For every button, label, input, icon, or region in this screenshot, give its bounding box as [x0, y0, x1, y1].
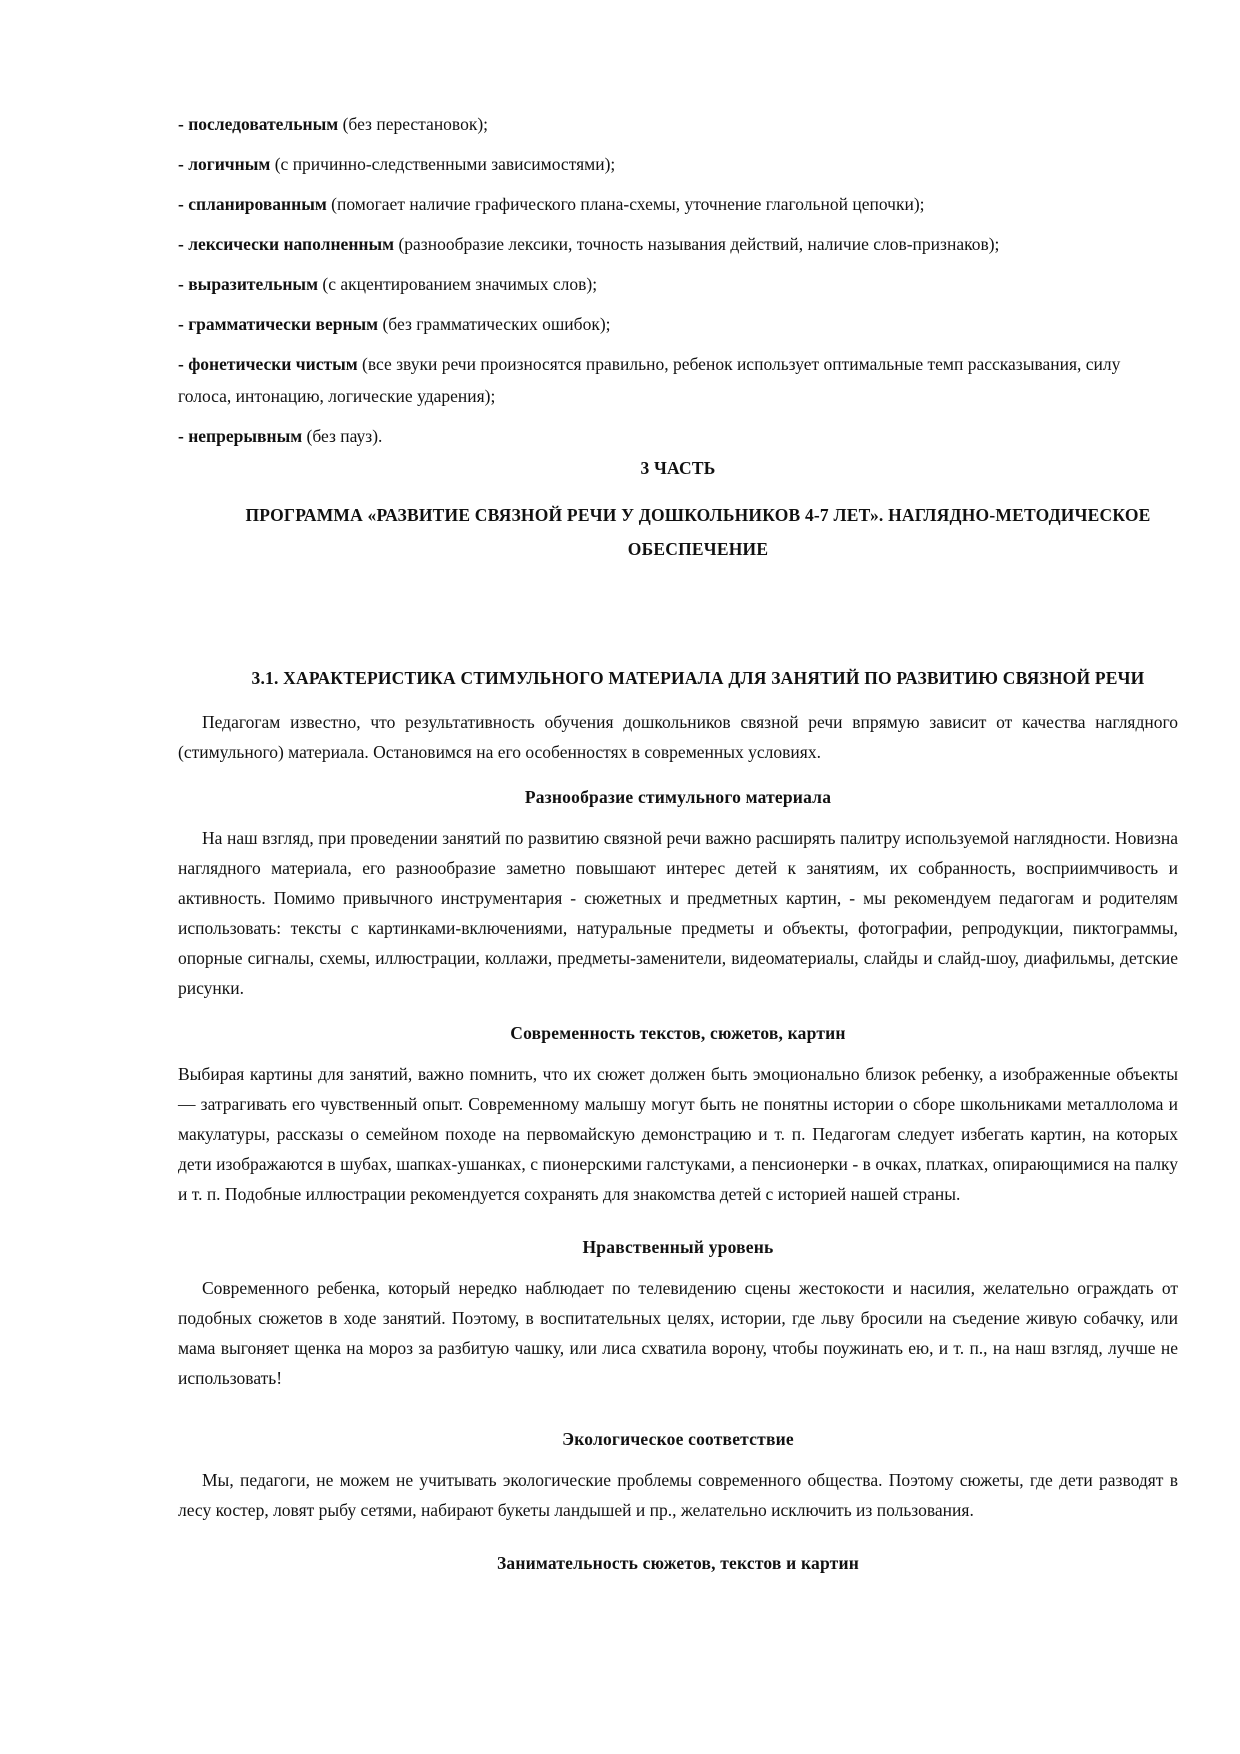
subsection-heading: Современность текстов, сюжетов, картин [510, 1023, 846, 1043]
criterion-item [178, 420, 1178, 452]
criterion-desc: (с акцентированием значимых слов); [318, 274, 598, 294]
criterion-term: - лексически наполненным [178, 234, 395, 254]
program-title: ПРОГРАММА «РАЗВИТИЕ СВЯЗНОЙ РЕЧИ У ДОШКОЛЬНИКОВ 4-7 ЛЕТ». НАГЛЯДНО-МЕТОДИЧЕСКОЕ ОБЕСПЕЧЕНИЕ [245, 505, 1151, 559]
criterion-term: - непрерывным [178, 426, 303, 446]
subsection-paragraph: На наш взгляд, при проведении занятий по развитию связной речи важно расширять палитру используемой наглядности. Новизна наглядного материала, его разнообразие заметно повышают интерес детей к занятиям, их собранность, восприимчивость и активность. Помимо привычного инструментария - сюжетных и предметных картин, - мы рекомендуем педагогам и родителям использовать: тексты с картинками-включениями, натуральные предметы и объекты, фотографии, репродукции, пиктограммы, опорные сигналы, схемы, иллюстрации, коллажи, предметы-заменители, видеоматериалы, слайды и слайд-шоу, диафильмы, детские рисунки. [178, 828, 1178, 998]
subsection-heading: Разнообразие стимульного материала [524, 787, 832, 807]
criterion-desc: (все звуки речи произносятся правильно, ребенок использует оптимальные темп рассказывания, силу голоса, интонацию, логические ударения); [178, 354, 1121, 406]
criterion-item [178, 228, 1178, 260]
subsection-heading: Нравственный уровень [582, 1237, 774, 1257]
section-title: 3.1. ХАРАКТЕРИСТИКА СТИМУЛЬНОГО МАТЕРИАЛА ДЛЯ ЗАНЯТИЙ ПО РАЗВИТИЮ СВЯЗНОЙ РЕЧИ [251, 668, 1145, 688]
subsection-heading: Экологическое соответствие [562, 1429, 794, 1449]
intro-paragraph: Педагогам известно, что результативность обучения дошкольников связной речи впрямую зависит от качества наглядного (стимульного) материала. Остановимся на его особенностях в современных условиях. [178, 712, 1178, 762]
subsection-paragraph: Выбирая картины для занятий, важно помнить, что их сюжет должен быть эмоционально близок ребенку, а изображенные объекты — затрагивать его чувственный опыт. Современному малышу могут быть не понятны истории о сборе школьниками металлолома и макулатуры, рассказы о семейном походе на первомайскую демонстрацию и т. п. Педагогам следует избегать картин, на которых дети изображаются в шубах, шапках-ушанках, с пионерскими галстуками, а пенсионерки - в очках, платках, опирающимися на палку и т. п. Подобные иллюстрации рекомендуется сохранять для знакомства детей с историей нашей страны. [178, 1064, 1178, 1204]
criterion-item [178, 268, 1178, 300]
criterion-item [178, 348, 1178, 412]
criterion-term: - последовательным [178, 114, 339, 134]
criterion-item [178, 148, 1178, 180]
criterion-term: - выразительным [178, 274, 319, 294]
criterion-desc: (разнообразие лексики, точность называния действий, наличие слов-признаков); [394, 234, 1000, 254]
criterion-desc: (без перестановок); [338, 114, 489, 134]
criterion-item [178, 308, 1178, 340]
criterion-item [178, 188, 1178, 220]
criterion-desc: (без грамматических ошибок); [378, 314, 611, 334]
criterion-item [178, 108, 1178, 140]
criterion-term: - грамматически верным [178, 314, 379, 334]
part-title: 3 ЧАСТЬ [640, 458, 716, 478]
subsection-paragraph: Современного ребенка, который нередко наблюдает по телевидению сцены жестокости и насилия, желательно ограждать от подобных сюжетов в ходе занятий. Поэтому, в воспитательных целях, истории, где льву бросили на съедение живую собачку, или мама выгоняет щенка на мороз за разбитую чашку, или лиса схватила ворону, чтобы поужинать ею, и т. п., на наш взгляд, лучше не использовать! [178, 1278, 1178, 1388]
final-heading: Занимательность сюжетов, текстов и картин [496, 1553, 860, 1573]
document-page [178, 108, 1178, 1589]
criterion-term: - фонетически чистым [178, 354, 358, 374]
criterion-term: - спланированным [178, 194, 327, 214]
criterion-term: - логичным [178, 154, 271, 174]
criterion-desc: (с причинно-следственными зависимостями); [270, 154, 616, 174]
criterion-desc: (помогает наличие графического плана-схемы, уточнение глагольной цепочки); [326, 194, 925, 214]
criterion-desc: (без пауз). [302, 426, 383, 446]
subsection-paragraph: Мы, педагоги, не можем не учитывать экологические проблемы современного общества. Поэтому сюжеты, где дети разводят в лесу костер, ловят рыбу сетями, набирают букеты ландышей и пр., желательно исключить из пользования. [178, 1470, 1178, 1520]
